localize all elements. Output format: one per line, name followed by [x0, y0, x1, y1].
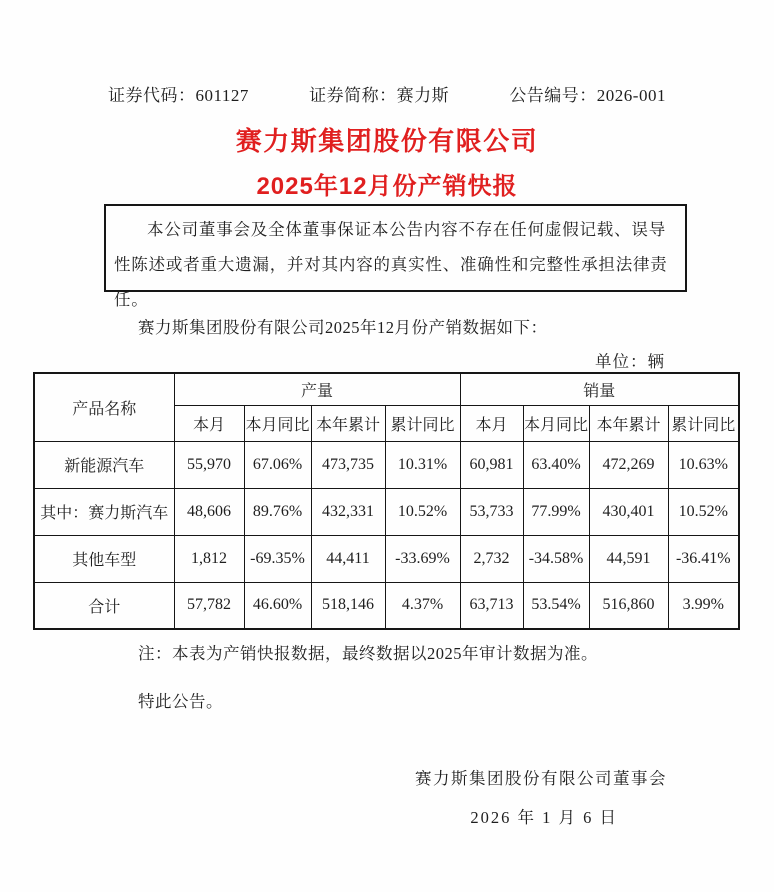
table-cell: 53.54% — [523, 582, 589, 629]
stock-code: 证券代码：601127 — [108, 86, 249, 105]
table-cell: 4.37% — [385, 582, 460, 629]
table-cell: 60,981 — [460, 441, 523, 488]
table-cell: 3.99% — [668, 582, 739, 629]
column-header: 本月 — [174, 405, 244, 441]
production-sales-table — [33, 372, 740, 630]
row-label: 新能源汽车 — [34, 441, 174, 488]
row-label: 其中：赛力斯汽车 — [34, 488, 174, 535]
table-cell: 2,732 — [460, 535, 523, 582]
column-header: 本年累计 — [589, 405, 668, 441]
table-row — [34, 488, 739, 535]
production-group-header: 产量 — [174, 373, 460, 405]
column-header: 累计同比 — [385, 405, 460, 441]
table-cell: 430,401 — [589, 488, 668, 535]
column-header: 本月同比 — [523, 405, 589, 441]
column-header: 本月同比 — [244, 405, 311, 441]
table-cell: 10.52% — [668, 488, 739, 535]
column-header: 累计同比 — [668, 405, 739, 441]
table-cell: 48,606 — [174, 488, 244, 535]
product-name-header: 产品名称 — [34, 373, 174, 441]
table-cell: 46.60% — [244, 582, 311, 629]
table-cell: 63.40% — [523, 441, 589, 488]
table-row-total — [34, 582, 739, 629]
table-cell: 44,591 — [589, 535, 668, 582]
table-cell: 518,146 — [311, 582, 385, 629]
report-subtitle: 2025年12月份产销快报 — [256, 173, 518, 200]
table-header-group-row — [34, 373, 739, 405]
table-cell: 63,713 — [460, 582, 523, 629]
table-cell: 10.31% — [385, 441, 460, 488]
announcement-number: 公告编号：2026-001 — [509, 86, 666, 105]
disclaimer-text: 本公司董事会及全体董事保证本公告内容不存在任何虚假记载、误导性陈述或者重大遗漏，并对其内容的真实性、准确性和完整性承担法律责任。 — [114, 220, 668, 309]
table-cell: 57,782 — [174, 582, 244, 629]
table-cell: -69.35% — [244, 535, 311, 582]
disclaimer-box — [104, 204, 687, 309]
row-label: 其他车型 — [34, 535, 174, 582]
table-cell: -36.41% — [668, 535, 739, 582]
note-text: 注：本表为产销快报数据，最终数据以2025年审计数据为准。 — [138, 644, 598, 663]
stock-abbreviation: 证券简称：赛力斯 — [309, 86, 450, 105]
table-cell: -34.58% — [523, 535, 589, 582]
table-cell: 44,411 — [311, 535, 385, 582]
table-cell: 473,735 — [311, 441, 385, 488]
table-cell: 432,331 — [311, 488, 385, 535]
row-label: 合计 — [34, 582, 174, 629]
column-header: 本年累计 — [311, 405, 385, 441]
table-cell: 1,812 — [174, 535, 244, 582]
table-cell: 89.76% — [244, 488, 311, 535]
table-row — [34, 535, 739, 582]
intro-text: 赛力斯集团股份有限公司2025年12月份产销数据如下： — [138, 318, 548, 337]
closing-text: 特此公告。 — [138, 692, 223, 711]
column-header: 本月 — [460, 405, 523, 441]
table-cell: 53,733 — [460, 488, 523, 535]
unit-label: 单位：辆 — [595, 352, 665, 371]
meta-row — [108, 81, 666, 106]
board-signature: 赛力斯集团股份有限公司董事会 — [415, 769, 667, 788]
table-cell: 77.99% — [523, 488, 589, 535]
table-cell: 472,269 — [589, 441, 668, 488]
table-cell: 516,860 — [589, 582, 668, 629]
table-row — [34, 441, 739, 488]
table-cell: 10.63% — [668, 441, 739, 488]
table-cell: 10.52% — [385, 488, 460, 535]
table-cell: 55,970 — [174, 441, 244, 488]
sales-group-header: 销量 — [460, 373, 739, 405]
announcement-date: 2026 年 1 月 6 日 — [470, 808, 618, 827]
table-cell: 67.06% — [244, 441, 311, 488]
company-title: 赛力斯集团股份有限公司 — [235, 126, 539, 156]
table-cell: -33.69% — [385, 535, 460, 582]
